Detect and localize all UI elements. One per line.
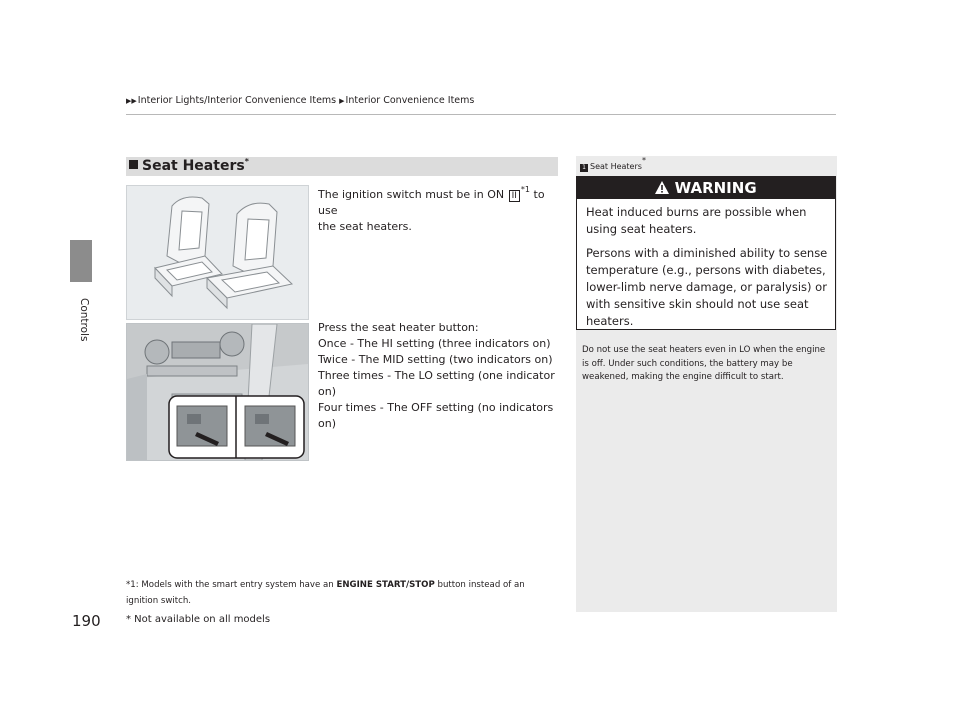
instruction-item: Twice - The MID setting (two indicators on): [318, 353, 553, 366]
engine-start-stop-label: ENGINE START/STOP: [336, 580, 435, 590]
instructions: [318, 320, 568, 432]
ignition-key-label: II: [509, 190, 520, 202]
chapter-tab: [70, 240, 92, 282]
warning-header: [577, 177, 835, 199]
warning-text: [586, 204, 830, 330]
seat-heater-button-illustration: [126, 323, 309, 461]
breadcrumb-part-1[interactable]: Interior Lights/Interior Convenience Items: [137, 95, 337, 106]
arrow-icon: ▶: [339, 97, 345, 105]
availability-note: * Not available on all models: [126, 614, 271, 625]
instruction-item: Once - The HI setting (three indicators on): [318, 337, 551, 350]
intro-line1-end: to use: [318, 188, 545, 217]
intro-line1: The ignition switch must be in ON: [318, 188, 505, 201]
page-number: 190: [72, 612, 101, 630]
arrow-icon: ▶▶: [126, 97, 137, 105]
header-divider: [126, 114, 836, 115]
sidebar-note: Do not use the seat heaters even in LO when the engine is off. Under such conditions, the battery may be weakened, making the engine difficult to start.: [582, 345, 826, 382]
seat-illustration: [126, 185, 309, 320]
square-bullet-icon: [129, 160, 138, 169]
breadcrumb: [126, 95, 474, 106]
section-heading: [126, 157, 558, 176]
warning-paragraph-2: Persons with a diminished ability to sense temperature (e.g., persons with diabetes, lower-limb nerve damage, or paralysis) or with sensitive skin should not use seat heaters.: [586, 246, 828, 328]
note-marker-icon: 1: [580, 164, 588, 172]
sidebar-title: 1 Seat Heaters*: [580, 156, 646, 172]
intro-text: [318, 182, 563, 235]
warning-paragraph-1: Heat induced burns are possible when using seat heaters.: [586, 205, 807, 236]
footnote: *1: Models with the smart entry system have an ENGINE START/STOP button instead of an ignition switch.: [126, 580, 525, 606]
chapter-label: Controls: [78, 298, 90, 342]
instruction-item: Four times - The OFF setting (no indicators on): [318, 401, 554, 430]
intro-line2: the seat heaters.: [318, 220, 412, 233]
warning-label: WARNING: [674, 179, 757, 197]
breadcrumb-part-2[interactable]: Interior Convenience Items: [345, 95, 475, 106]
footnote-ref: *1: [520, 185, 530, 194]
instructions-lead: Press the seat heater button:: [318, 321, 479, 334]
instruction-item: Three times - The LO setting (one indicator on): [318, 369, 555, 398]
warning-triangle-icon: [655, 179, 674, 197]
availability-marker: *: [244, 157, 249, 166]
section-title: Seat Heaters: [142, 158, 245, 174]
